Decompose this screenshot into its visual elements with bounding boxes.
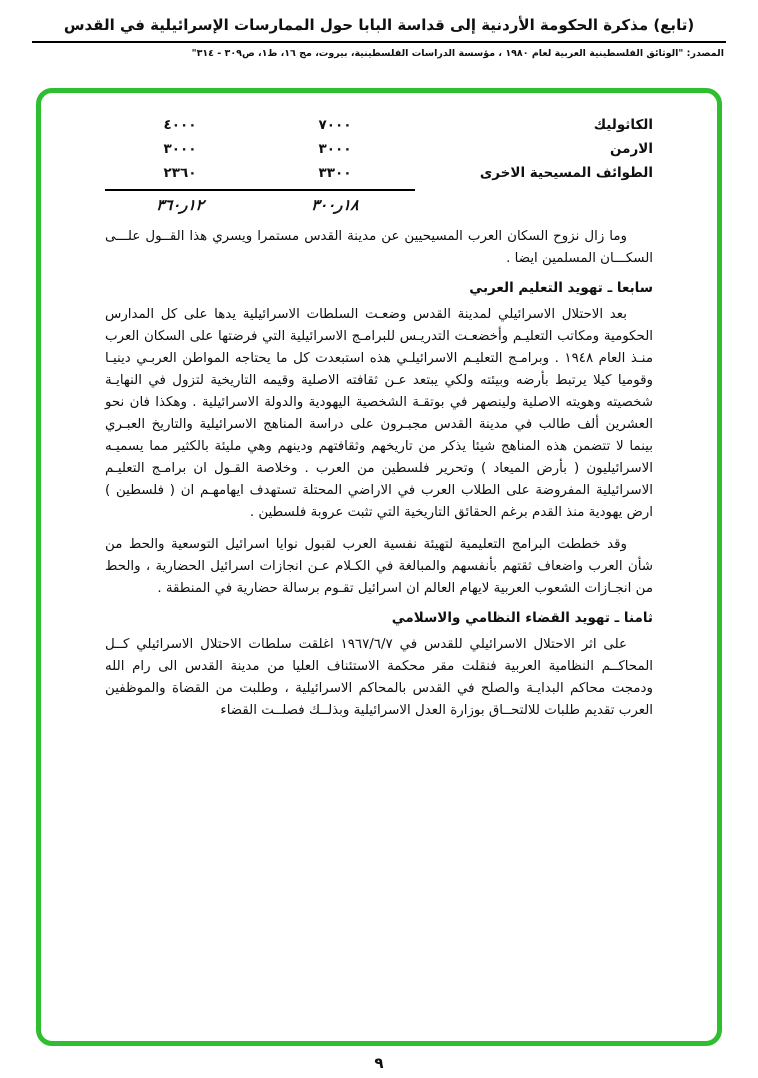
totals-underline: [105, 189, 415, 214]
row-label: الطوائف المسيحية الاخرى: [479, 165, 653, 181]
total-value-col2: ١٢ر٣٦٠: [155, 196, 205, 214]
table-row: [105, 137, 653, 161]
row-value-col2: ٣٠٠٠: [163, 141, 197, 157]
table-row: [105, 113, 653, 137]
total-value-col1: ١٨ر٣٠٠: [310, 196, 360, 214]
content-border-box: [36, 88, 722, 1046]
document-header: [0, 0, 758, 59]
row-value-col1: ٣٣٠٠: [318, 165, 352, 181]
row-label: الارمن: [610, 141, 653, 157]
table-row: [105, 161, 653, 185]
section-eight-heading: ثامنا ـ تهويد القضاء النظامي والاسلامي: [391, 609, 653, 626]
header-divider: [32, 41, 726, 43]
row-value-col1: ٣٠٠٠: [318, 141, 352, 157]
row-value-col2: ٤٠٠٠: [163, 117, 197, 133]
section-seven-paragraph-2: وقد خططت البرامج التعليمية لتهيئة نفسية العرب لقبول نوايا اسرائيل التوسعية والحط من شأن العرب واضعاف ثقتهم بأنفسهم والمبالغة في الكـلام عـن انجازات اسرائيل الحضارية ، والحط من انجـازات الشعوب العربية لايهام العالم ان اسرائيل تقـوم برسالة حضارية في المنطقة .: [105, 536, 653, 596]
section-seven-paragraph-1: بعد الاحتلال الاسرائيلي لمدينة القدس وضعـت السلطات الاسرائيلية يدها على كل المدارس الحكومية ومكاتب التعليـم وأخضعـت التدريـس للبرامـج الاسرائيلية التي فرضتها على السكان العرب منـذ العام ١٩٤٨ . وبرامـج التعليـم الاسرائيلـي هذه استبعدت كل ما يحتاجه المواطن العربـي دينيـا وقوميا كيلا يرتبط بأرضه وبيئته ولكي يبتعد عـن ثقافته الاصلية وقيمه التاريخية لتزول في النهايـة شخصيته وهويته الاصلية ولينصهر في بوتقـة الشخصية اليهودية والدولة الاسرائيلية . وهكذا فان نحو العشرين ألف طالب في مدينة القدس مجبـرون على دراسة المناهج الاسرائيلية والتاريخ العبـري بينما لا تتضمن هذه المناهج شيئا يذكر من تاريخهم وثقافتهم ودينهم وهي مليئة بالكثير مما يسميـه الاسرائيليون ( بأرض الميعاد ) وتحرير فلسطين من العرب . وخلاصة القـول ان برامـج التعليـم الاسرائيلية المفروضة على الطلاب العرب في الاراضي المحتلة تستهدف ايهامهـم ان ( فلسطين ) ارض يهودية منذ القدم برغم الحقائق التاريخية التي تثبت عروبة فلسطين .: [105, 306, 653, 520]
section-seven-heading: سابعا ـ تهويد التعليم العربي: [469, 279, 653, 296]
document-title: (تابع) مذكرة الحكومة الأردنية إلى قداسة البابا حول الممارسات الإسرائيلية في القدس: [63, 16, 695, 34]
table-totals-row: [105, 189, 653, 214]
page-number: ٩: [374, 1054, 384, 1072]
intro-paragraph: وما زال نزوح السكان العرب المسيحيين عن مدينة القدس مستمرا ويسري هذا القــول علـــى السكـــان المسلمين ايضا .: [105, 229, 653, 266]
row-label: الكاثوليك: [593, 117, 653, 133]
row-value-col2: ٢٣٦٠: [163, 165, 197, 181]
totals-spacer: [415, 189, 653, 214]
row-value-col1: ٧٠٠٠: [318, 117, 352, 133]
source-citation: المصدر: "الوثائق الفلسطينية العربية لعام ١٩٨٠ ، مؤسسة الدراسات الفلسطينية، بيروت، مج ١٦، ط١، ص٣٠٩ - ٣١٤": [191, 48, 724, 59]
section-eight-paragraph-1: على اثر الاحتلال الاسرائيلي للقدس في ١٩٦٧/٦/٧ اغلقت سلطات الاحتلال الاسرائيلي كــل المحاكــم النظامية العربية فنقلت مقر محكمة الاستئناف العليا من مدينة القدس الى رام الله ودمجت محاكم البدايـة والصلح في القدس بالمحاكم الاسرائيلية ، وطلبت من القضاة والموظفين العرب تقديم طلبات للالتحــاق بوزارة العدل الاسرائيلية وبذلــك فصلــت القضاء: [105, 636, 653, 718]
population-table: [105, 113, 653, 214]
